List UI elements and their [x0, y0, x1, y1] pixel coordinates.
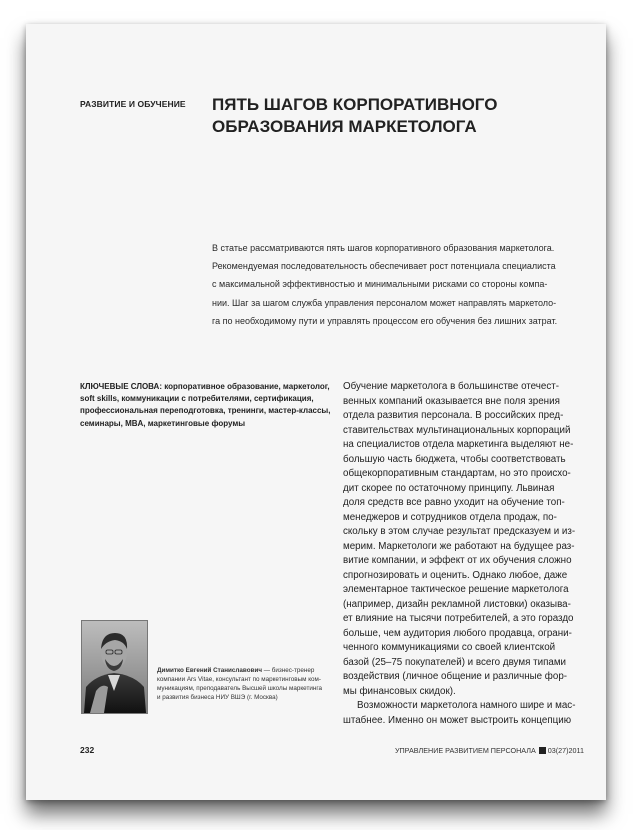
journal-issue: 03(27)2011 [547, 746, 584, 755]
journal-name: УПРАВЛЕНИЕ РАЗВИТИЕМ ПЕРСОНАЛА [394, 746, 536, 755]
author-role: — бизнес-тренер [261, 667, 315, 674]
author-line: компании Ars Vitae, консультант по маркетинговым ком- [157, 676, 321, 683]
abstract-line: В статье рассматриваются пять шагов корпоративного образования маркетолога. [212, 243, 555, 253]
body-line: общекорпоративным стандартам, но это происхо- [343, 468, 571, 479]
body-line: элементарное тактическое решение маркетолога [343, 584, 569, 595]
author-line [157, 666, 357, 675]
body-line: витие компании, и эффект от их обучения сложно [343, 555, 572, 566]
body-line: (например, дизайн рекламной листовки) оказыва- [343, 598, 571, 610]
body-line: мерим. Маркетологи же работают на будущее раз- [343, 540, 575, 552]
author-line: и развития бизнеса НИУ ВШЭ (г. Москва) [157, 694, 278, 701]
article-page [26, 24, 606, 800]
keywords-label: КЛЮЧЕВЫЕ СЛОВА: [80, 382, 162, 391]
body-line: доля средств все равно уходит на обучение топ- [343, 497, 565, 508]
keywords-line: семинары, MBA, маркетинговые форумы [80, 418, 246, 428]
body-line: отдела развития персонала. В российских пред- [343, 410, 564, 421]
article-title [212, 94, 542, 138]
author-info [157, 666, 357, 702]
body-line: ет влияние на тысячи потребителей, а это гораздо [343, 613, 574, 624]
body-line: дит скорее по остаточному принципу. Львиная [343, 482, 555, 494]
title-line: ПЯТЬ ШАГОВ КОРПОРАТИВНОГО [212, 95, 498, 114]
body-line: Обучение маркетолога в большинстве отечест- [343, 381, 560, 392]
section-label: РАЗВИТИЕ И ОБУЧЕНИЕ [80, 99, 186, 109]
keywords-line: soft skills, коммуникации с потребителями, сертификация, [80, 394, 314, 404]
article-abstract [212, 239, 582, 330]
body-line: скольку в этом случае результат предсказуем и из- [343, 526, 576, 537]
author-photo [81, 620, 148, 714]
keywords-line: профессиональная переподготовка, тренинги, мастер-классы, [80, 406, 331, 416]
body-line: венных компаний оказывается вне поля зрения [343, 395, 560, 407]
body-line: штабнее. Именно он может выстроить концепцию [343, 714, 572, 726]
body-line: базой (25–75 покупателей) и всего двумя типами [343, 656, 567, 668]
keywords-block [80, 381, 330, 430]
title-line: ОБРАЗОВАНИЯ МАРКЕТОЛОГА [212, 117, 477, 136]
abstract-line: нии. Шаг за шагом служба управления персоналом может направлять маркетоло- [212, 297, 557, 308]
keywords-text: корпоративное образование, маркетолог, [162, 382, 330, 391]
body-line: мы финансовых скидок). [343, 685, 456, 697]
journal-footer [395, 746, 584, 755]
page-number: 232 [80, 745, 95, 755]
abstract-line: Рекомендуемая последовательность обеспечивает рост потенциала специалиста [212, 261, 556, 272]
body-line: ченного коммуникациями со своей клиентской [343, 642, 556, 653]
body-line: на специалистов отдела маркетинга выделяют не- [343, 439, 574, 450]
author-line: муникациям, преподаватель Высшей школы маркетинга [157, 685, 322, 692]
square-bullet-icon [539, 747, 546, 754]
article-body [343, 380, 593, 728]
body-line: большую часть бюджета, чтобы соответствовать [343, 453, 566, 465]
body-line: спрогнозировать и оценить. Однако любое, даже [343, 569, 568, 581]
body-line: ставительствах мультинациональных корпораций [343, 424, 571, 436]
abstract-line: га по необходимому пути и управлять процессом его обучения без лишних затрат. [212, 315, 558, 326]
author-name: Димитко Евгений Станиславович [157, 667, 262, 674]
body-line: больше, чем аудитория любого продавца, ограни- [343, 627, 572, 639]
abstract-line: с максимальной эффективностью и минимальными рисками со стороны компа- [212, 279, 548, 290]
body-line: Возможности маркетолога намного шире и мас- [357, 700, 576, 711]
body-line: менеджеров и сотрудников отдела продаж, по- [343, 511, 557, 523]
body-line: воздействия (личное общение и различные фор- [343, 671, 568, 682]
keywords-line [80, 381, 330, 393]
